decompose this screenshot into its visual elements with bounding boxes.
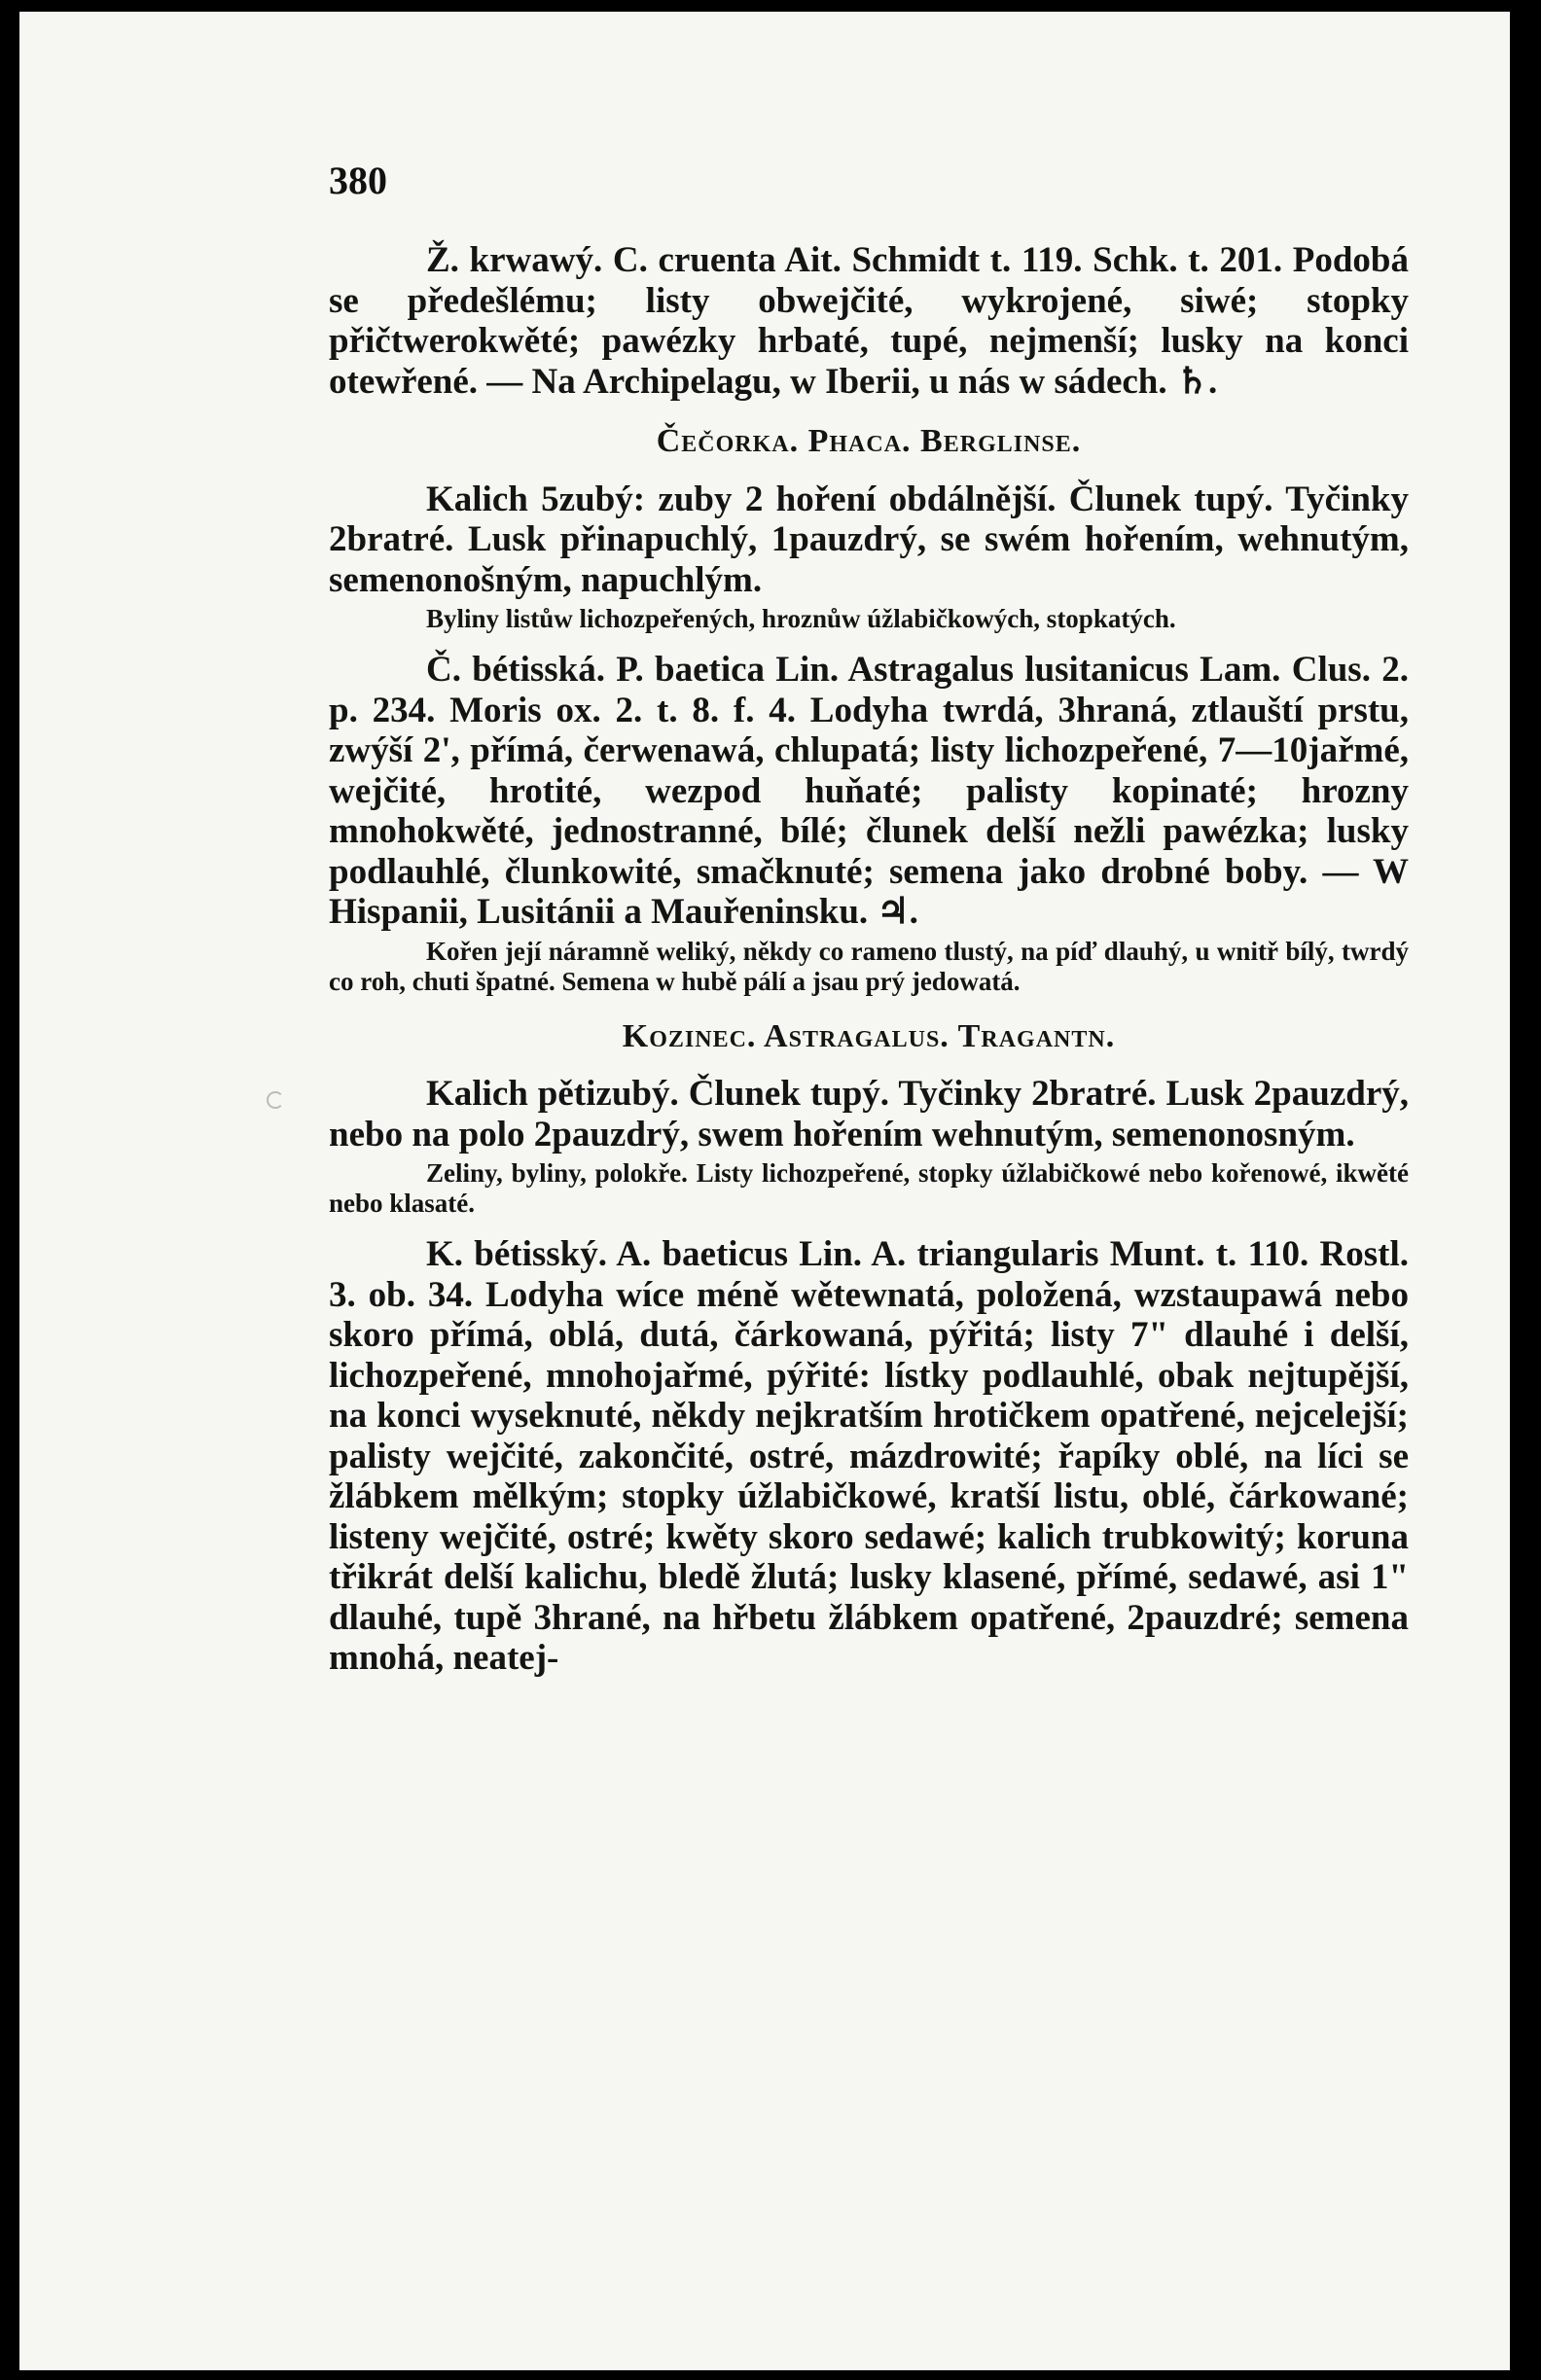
species-entry-zanichellia-cruenta: Ž. krwawý. C. cruenta Ait. Schmidt t. 119. Schk. t. 201. Podobá se předešlému; listy obwejčité, wykrojené, siwé; stopky přičtwerokwěté; pawézky hrbaté, tupé, nejmenší; lusky na konci otewřené. — Na Archipelagu, w Iberii, u nás w sádech. ♄. xyxy=(329,240,1409,402)
book-page xyxy=(19,12,1510,2370)
page-number: 380 xyxy=(329,159,387,202)
genus-note-astragalus: Zeliny, byliny, polokře. Listy lichozpeřené, stopky úžlabičkowé nebo kořenowé, ikwěté nebo klasaté. xyxy=(329,1158,1409,1218)
species-entry-phaca-baetica: Č. bétisská. P. baetica Lin. Astragalus lusitanicus Lam. Clus. 2. p. 234. Moris ox. 2. t. 8. f. 4. Lodyha twrdá, 3hraná, ztlauští prstu, zwýší 2', přímá, čerwenawá, chlupatá; listy lichozpeřené, 7—10jařmé, wejčité, hrotité, wezpod huňaté; palisty kopinaté; hrozny mnohokwěté, jednostranné, bílé; člunek delší nežli pawézka; lusky podlauhlé, člunkowité, smačknuté; semena jako drobné boby. — W Hispanii, Lusitánii a Mauřeninsku. ♃. xyxy=(329,650,1409,932)
species-note-phaca-baetica: Kořen její náramně weliký, někdy co rameno tlustý, na píď dlauhý, u wnitř bílý, twrdý co roh, chuti špatné. Semena w hubě pálí a jsau prý jedowatá. xyxy=(329,936,1409,996)
species-entry-astragalus-baeticus: K. bétisský. A. baeticus Lin. A. triangularis Munt. t. 110. Rostl. 3. ob. 34. Lodyha wíce méně wětewnatá, položená, wzstaupawá nebo skoro přímá, oblá, dutá, čárkowaná, pýřitá; listy 7" dlauhé i delší, lichozpeřené, mnohojařmé, pýřité: lístky podlauhlé, obak nejtupější, na konci wyseknuté, někdy nejkratším hrotičkem opatřené, nejcelejší; palisty wejčité, zakončité, ostré, mázdrowité; řapíky oblé, na líci se žlábkem mělkým; stopky úžlabičkowé, kratší listu, oblé, čárkowané; listeny wejčité, ostré; kwěty skoro sedawé; kalich trubkowitý; koruna třikrát delší kalichu, bledě žlutá; lusky klasené, přímé, sedawé, asi 1" dlauhé, tupě 3hrané, na hřbetu žlábkem opatřené, 2pauzdré; semena mnohá, neatej- xyxy=(329,1234,1409,1678)
genus-note-phaca: Byliny listůw lichozpeřených, hroznůw úžlabičkowých, stopkatých. xyxy=(426,604,1176,633)
page-text-body xyxy=(329,240,1409,1679)
genus-heading-phaca: Čečorka. Phaca. Berglinse. xyxy=(656,423,1082,459)
genus-heading-astragalus: Kozinec. Astragalus. Tragantn. xyxy=(622,1017,1116,1054)
genus-description-phaca: Kalich 5zubý: zuby 2 hoření obdálnější. Člunek tupý. Tyčinky 2bratré. Lusk přinapuchlý, 1pauzdrý, se swém hořením, wehnutým, semenonošným, napuchlým. xyxy=(329,479,1409,600)
scan-artifact xyxy=(267,1091,284,1109)
genus-description-astragalus: Kalich pětizubý. Člunek tupý. Tyčinky 2bratré. Lusk 2pauzdrý, nebo na polo 2pauzdrý, swem hořením wehnutým, semenonosným. xyxy=(329,1074,1409,1154)
